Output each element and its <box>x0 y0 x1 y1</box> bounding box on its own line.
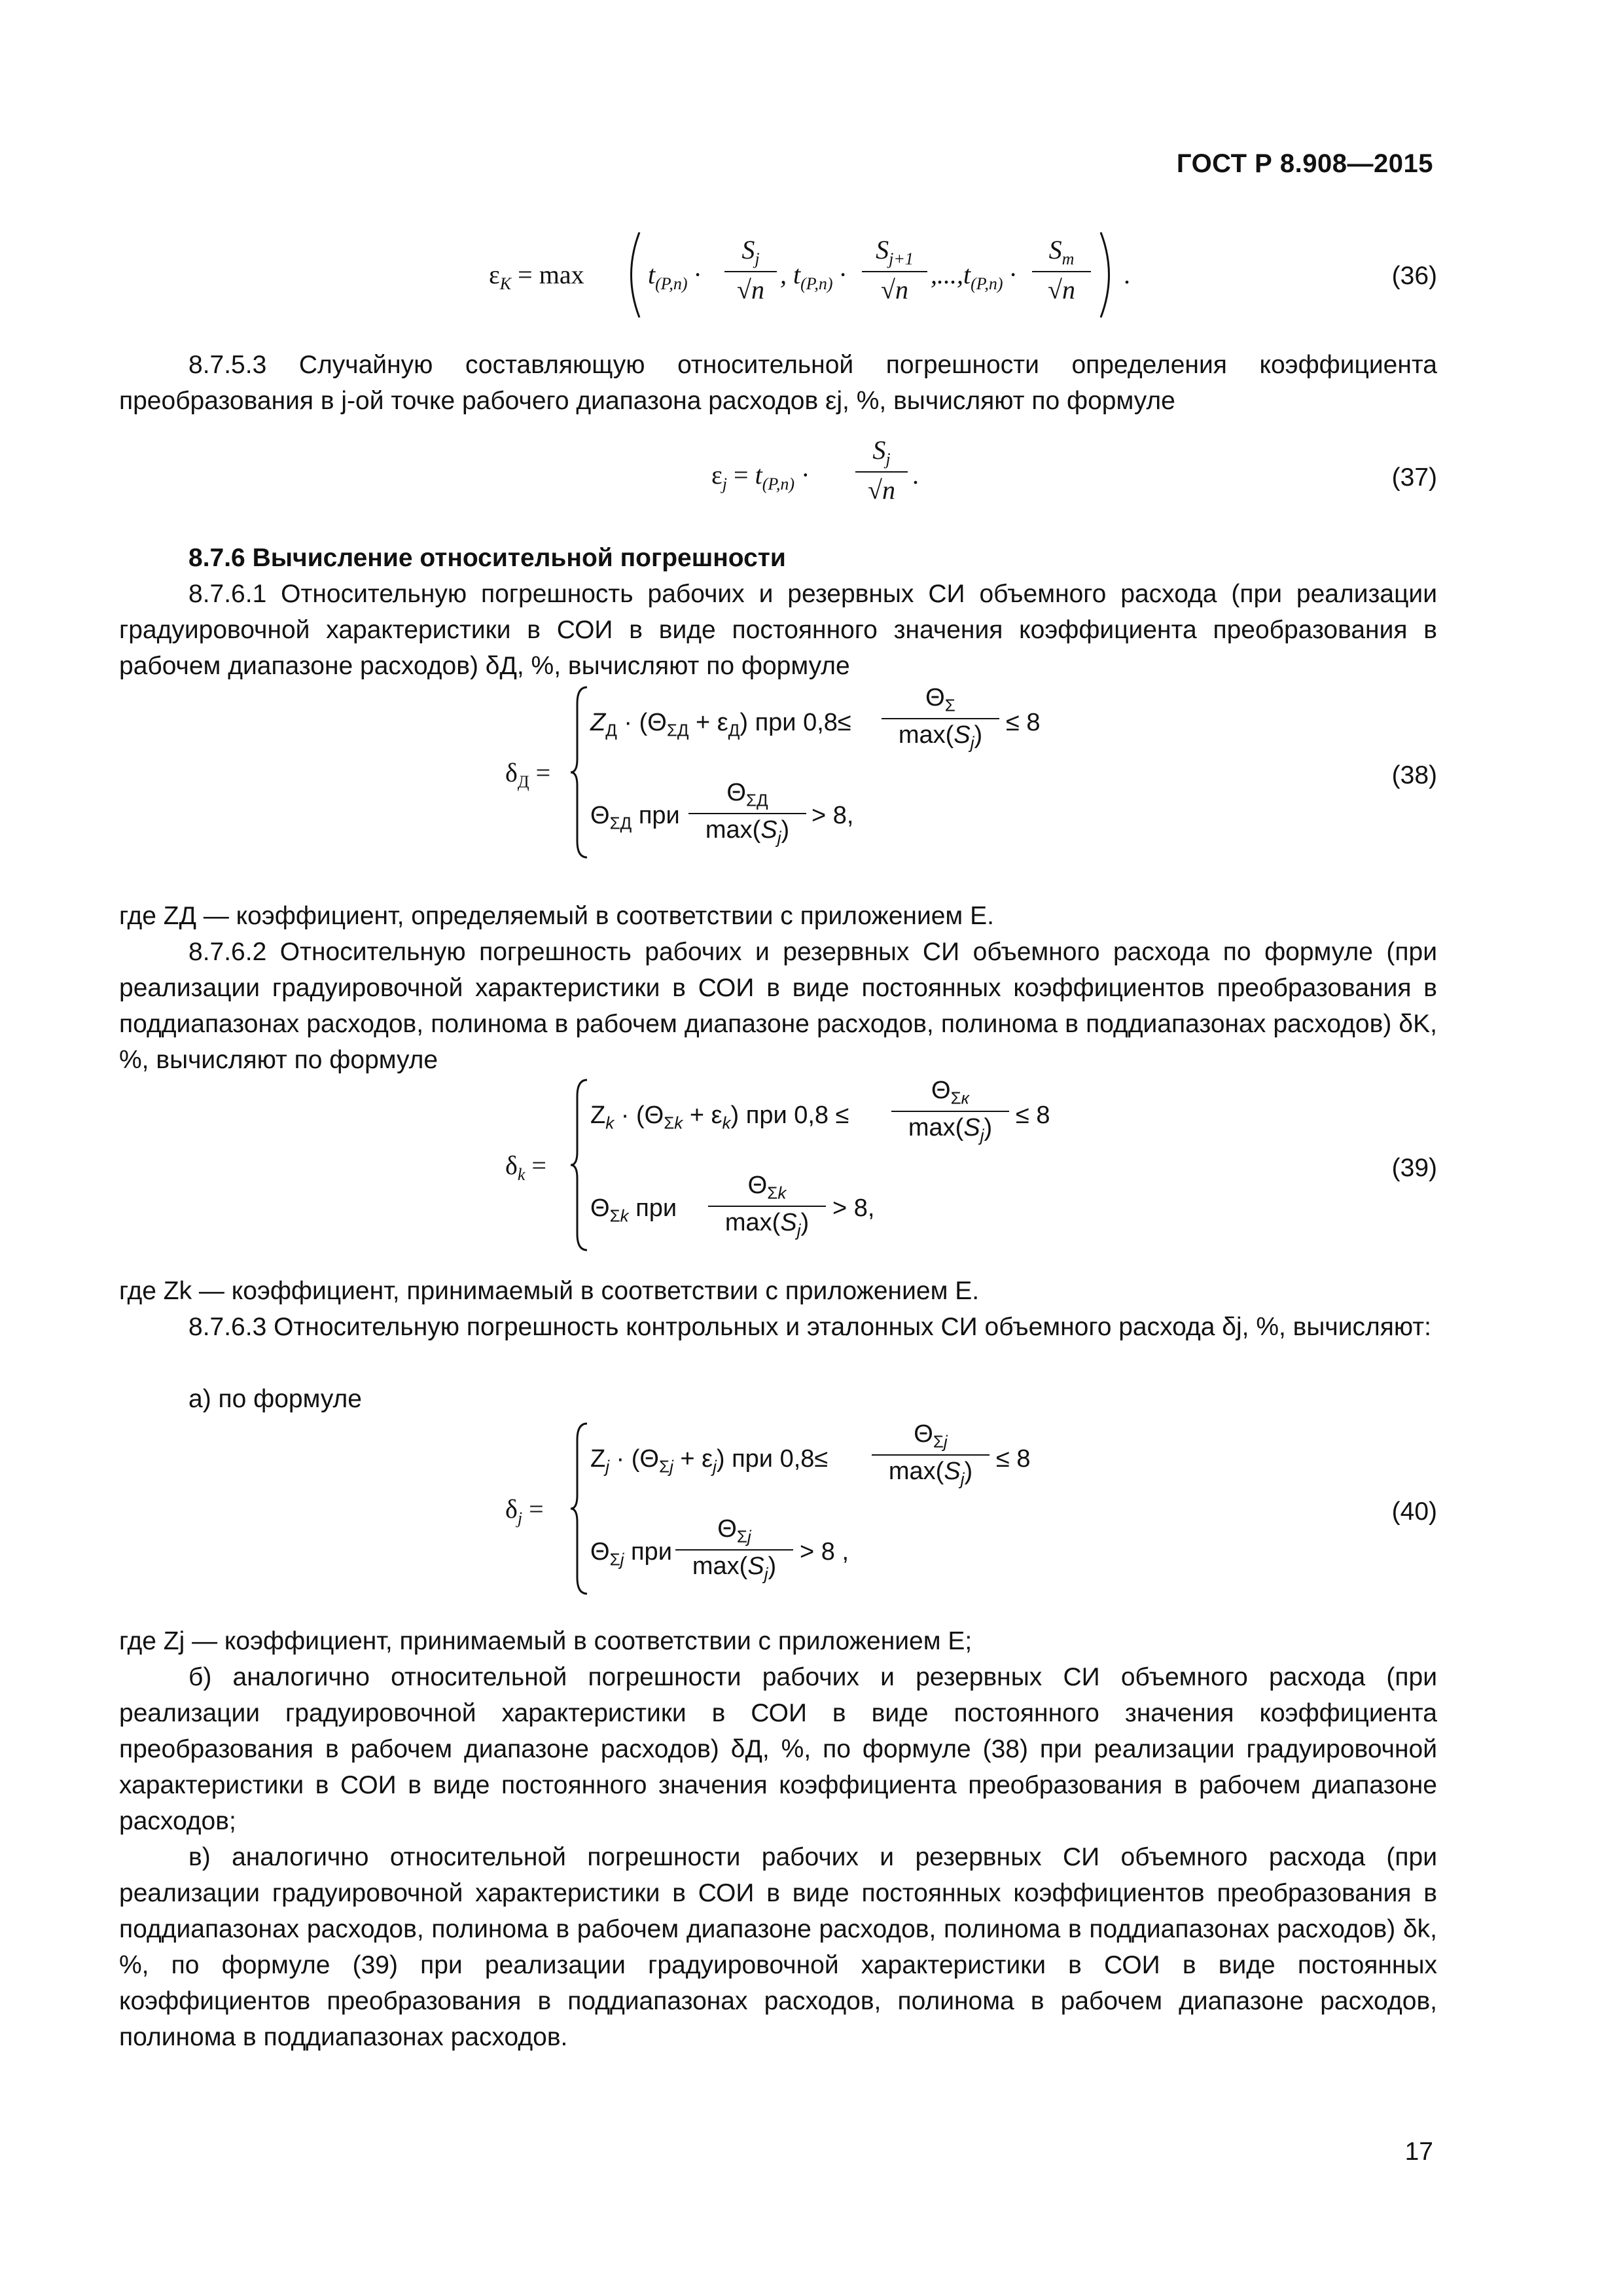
condition-end: > 8, <box>832 1194 875 1222</box>
formula-39: $\delta_k$ = $Z_k \cdot (\Theta_{\Sigma k} + \varepsilon_k)$ при 0,8 ≤ $\Theta_{\Sigma к}$ $\max(S_j)$ ≤ 8 $\Theta_{\Sigma k}$ при $\Theta_{\Sigma k}$ $\max(S_j)$ > 8, (39) <box>119 1077 1437 1253</box>
condition-end: > 8, <box>812 802 854 829</box>
condition-text: при 0,8≤ <box>755 709 851 736</box>
definition-z-k: где Zk — коэффициент, принимаемый в соответствии с приложением Е. <box>119 1277 980 1305</box>
definition-z-j: где Zj — коэффициент, принимаемый в соответствии с приложением Е; <box>119 1627 972 1655</box>
condition-end: ≤ 8 <box>1006 709 1041 736</box>
condition-end: > 8 , <box>800 1538 849 1566</box>
section-heading-8-7-6: 8.7.6 Вычисление относительной погрешности <box>188 544 786 572</box>
condition-text: при <box>638 802 680 829</box>
equation-number: (38) <box>1391 761 1437 789</box>
paragraph-8-7-6-3: 8.7.6.3 Относительную погрешность контрольных и эталонных СИ объемного расхода δj, %, вычисляют: <box>188 1313 1432 1341</box>
formula-40: $\delta_j$ = $Z_j \cdot (\Theta_{\Sigma j} + \varepsilon_j)$ при 0,8≤ $\Theta_{\Sigma j}$ $\max(S_j)$ ≤ 8 $\Theta_{\Sigma j}$ при $\Theta_{\Sigma j}$ $\max(S_j)$ > 8 , (40) <box>119 1420 1437 1597</box>
definition-z-d: где ZД — коэффициент, определяемый в соответствии с приложением Е. <box>119 902 994 930</box>
list-item-v: в) аналогично относительной погрешности рабочих и резервных СИ объемного расхода (при реализации градуировочной характеристики в СОИ в виде постоянных коэффициентов преобразования в поддиапазонах расходов, полинома в рабочем диапазоне расходов, полинома в поддиапазонах расходов) δk, %, по формуле (39) при реализации градуировочной характеристики в СОИ в виде постоянных коэффициентов преобразования в поддиапазонах расходов, полинома в рабочем диапазоне расходов, полинома в поддиапазонах расходов. <box>119 1843 1437 2051</box>
paragraph-8-7-6-2: 8.7.6.2 Относительную погрешность рабочих и резервных СИ объемного расхода по формуле (при реализации градуировочной характеристики в СОИ в виде постоянных коэффициентов преобразования в поддиапазонах расходов, полинома в рабочем диапазоне расходов, полинома в поддиапазонах расходов) δK, %, вычисляют по формуле <box>119 938 1437 1074</box>
condition-text: при <box>630 1538 672 1566</box>
condition-end: ≤ 8 <box>1016 1102 1050 1129</box>
condition-text: при <box>635 1194 677 1222</box>
list-item-a: а) по формуле <box>188 1385 362 1413</box>
standard-code: ГОСТ Р 8.908—2015 <box>1176 149 1433 178</box>
formula-38: $\delta_Д$ = $Z_Д \cdot (\Theta_{\Sigma Д} + \varepsilon_Д)$ при 0,8≤ $\Theta_\Sigma$ $\max(S_j)$ ≤ 8 $\Theta_{\Sigma Д}$ при $\Theta_{\Sigma Д}$ $\max(S_j)$ > 8, (38) <box>119 684 1437 861</box>
list-item-b: б) аналогично относительной погрешности рабочих и резервных СИ объемного расхода (при реализации градуировочной характеристики в СОИ в виде постоянного значения коэффициента преобразования в рабочем диапазоне расходов) δД, %, по формуле (38) при реализации градуировочной характеристики в СОИ в виде постоянного значения коэффициента преобразования в рабочем диапазоне расходов; <box>119 1663 1437 1835</box>
equation-number: (36) <box>1391 262 1437 290</box>
formula-36: $\varepsilon_K = \max$ $t_{(P,n)}$ · $S_j$ √n , $t_{(P,n)}$ · $S_{j+1}$ √n $,...,t_{(P,n)}$ · $S_m$ √n . (36) <box>119 229 1437 321</box>
page-number: 17 <box>1404 2138 1433 2166</box>
condition-text: при 0,8≤ <box>732 1445 829 1473</box>
condition-end: ≤ 8 <box>996 1445 1031 1473</box>
paragraph-8-7-6-1: 8.7.6.1 Относительную погрешность рабочих и резервных СИ объемного расхода (при реализации градуировочной характеристики в СОИ в виде постоянного значения коэффициента преобразования в рабочем диапазоне расходов) δД, %, вычисляют по формуле <box>119 580 1437 680</box>
condition-text: при 0,8 ≤ <box>745 1102 849 1129</box>
formula-37: $\varepsilon_j = t_{(P,n)}$ · $S_j$ √n . (37) <box>711 435 1437 505</box>
equation-number: (37) <box>1391 463 1437 492</box>
equation-number: (40) <box>1391 1498 1437 1526</box>
paragraph-8-7-5-3: 8.7.5.3 Случайную составляющую относительной погрешности определения коэффициента преобразования в j-ой точке рабочего диапазона расходов εj, %, вычисляют по формуле <box>119 351 1437 415</box>
equation-number: (39) <box>1391 1154 1437 1182</box>
